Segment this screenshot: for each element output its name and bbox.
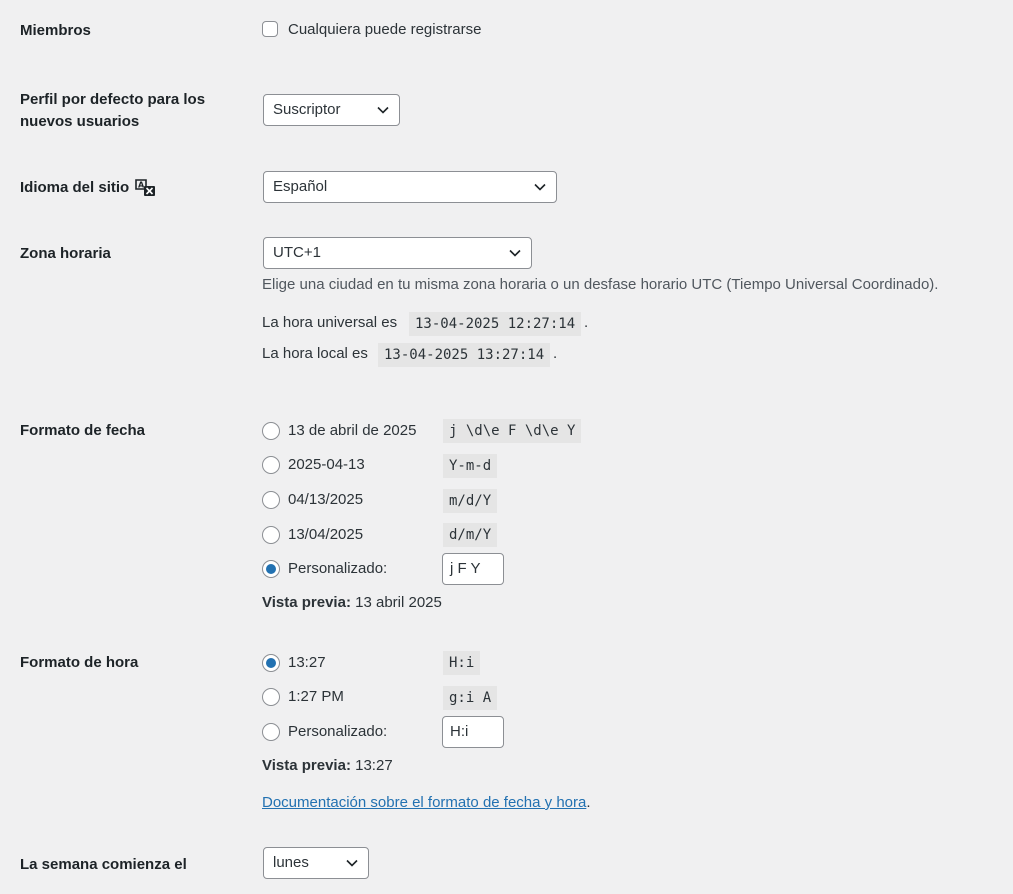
chevron-down-icon bbox=[346, 859, 358, 867]
time-format-custom-label[interactable]: Personalizado: bbox=[288, 723, 388, 740]
timezone-description: Elige una ciudad en tu misma zona horaria o un desfase horario UTC (Tiempo Universal Coordinado). bbox=[262, 276, 939, 293]
date-format-code: m/d/Y bbox=[443, 489, 497, 513]
date-format-radio-1[interactable] bbox=[262, 422, 280, 440]
date-format-preview bbox=[262, 593, 442, 613]
date-format-option-label[interactable]: 13 de abril de 2025 bbox=[288, 422, 417, 439]
default-role-value: Suscriptor bbox=[273, 101, 341, 118]
time-format-radio-1[interactable] bbox=[262, 654, 280, 672]
universal-time-value: 13-04-2025 12:27:14 bbox=[409, 312, 581, 336]
local-time-period: . bbox=[553, 345, 558, 362]
date-time-docs-period: . bbox=[586, 794, 591, 811]
date-format-code: j \d\e F \d\e Y bbox=[443, 419, 581, 443]
site-language-value: Español bbox=[273, 178, 328, 195]
date-format-preview-value: 13 abril 2025 bbox=[355, 594, 442, 611]
time-format-custom-radio[interactable] bbox=[262, 723, 280, 741]
time-format-code: H:i bbox=[443, 651, 480, 675]
time-format-radio-2[interactable] bbox=[262, 688, 280, 706]
default-role-label bbox=[20, 89, 205, 133]
time-format-custom-value: H:i bbox=[450, 723, 469, 740]
site-language-select[interactable] bbox=[263, 171, 557, 203]
date-format-code: d/m/Y bbox=[443, 523, 497, 547]
week-start-value: lunes bbox=[273, 854, 309, 871]
universal-time-period: . bbox=[584, 314, 589, 331]
time-format-code: g:i A bbox=[443, 686, 497, 710]
date-format-preview-label: Vista previa: bbox=[262, 594, 351, 611]
time-format-preview bbox=[262, 756, 393, 776]
timezone-label: Zona horaria bbox=[20, 245, 111, 262]
timezone-select[interactable] bbox=[263, 237, 532, 269]
time-format-label: Formato de hora bbox=[20, 654, 139, 671]
date-format-label: Formato de fecha bbox=[20, 422, 146, 439]
anyone-can-register-label[interactable]: Cualquiera puede registrarse bbox=[288, 21, 482, 38]
translation-icon bbox=[135, 177, 157, 197]
time-format-custom-input[interactable] bbox=[442, 716, 504, 748]
anyone-can-register-checkbox[interactable] bbox=[262, 21, 278, 37]
week-start-select[interactable] bbox=[263, 847, 369, 879]
default-role-label-line2: nuevos usuarios bbox=[20, 113, 140, 130]
week-start-label: La semana comienza el bbox=[20, 856, 187, 873]
local-time-value: 13-04-2025 13:27:14 bbox=[378, 343, 550, 367]
date-format-option-label[interactable]: 04/13/2025 bbox=[288, 491, 364, 508]
date-time-docs bbox=[262, 793, 591, 813]
time-format-preview-value: 13:27 bbox=[355, 757, 393, 774]
date-format-radio-3[interactable] bbox=[262, 491, 280, 509]
local-time-prefix: La hora local es bbox=[262, 345, 368, 362]
default-role-label-line1: Perfil por defecto para los bbox=[20, 91, 206, 108]
date-format-code: Y-m-d bbox=[443, 454, 497, 478]
date-format-option-label[interactable]: 2025-04-13 bbox=[288, 456, 365, 473]
time-format-preview-label: Vista previa: bbox=[262, 757, 351, 774]
date-format-custom-value: j F Y bbox=[450, 560, 481, 577]
time-format-option-label[interactable]: 1:27 PM bbox=[288, 688, 344, 705]
date-format-radio-4[interactable] bbox=[262, 526, 280, 544]
chevron-down-icon bbox=[534, 183, 546, 191]
default-role-select[interactable] bbox=[263, 94, 400, 126]
time-format-option-label[interactable]: 13:27 bbox=[288, 654, 326, 671]
date-format-custom-input[interactable] bbox=[442, 553, 504, 585]
chevron-down-icon bbox=[377, 106, 389, 114]
universal-time-prefix: La hora universal es bbox=[262, 314, 398, 331]
site-language-label bbox=[20, 177, 157, 199]
date-time-docs-link[interactable]: Documentación sobre el formato de fecha y hora bbox=[262, 794, 587, 811]
date-format-option-label[interactable]: 13/04/2025 bbox=[288, 526, 364, 543]
timezone-value: UTC+1 bbox=[273, 244, 321, 261]
membership-label: Miembros bbox=[20, 22, 91, 39]
svg-text:A: A bbox=[138, 180, 145, 190]
site-language-label-text: Idioma del sitio bbox=[20, 179, 130, 196]
chevron-down-icon bbox=[509, 249, 521, 257]
date-format-radio-2[interactable] bbox=[262, 456, 280, 474]
date-format-custom-radio[interactable] bbox=[262, 560, 280, 578]
date-format-custom-label[interactable]: Personalizado: bbox=[288, 560, 388, 577]
